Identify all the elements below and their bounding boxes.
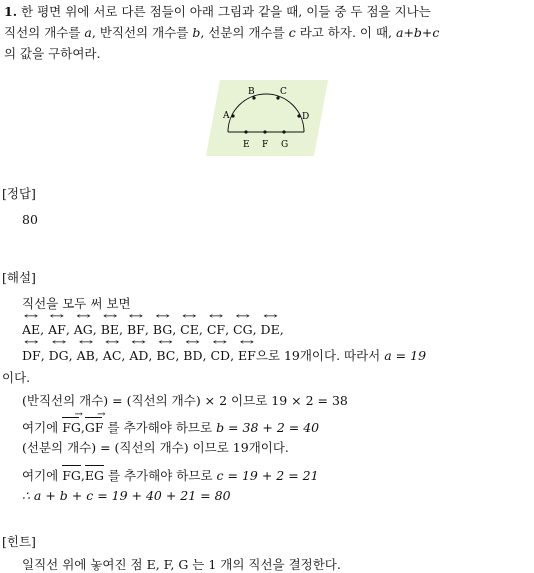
line-be: BE ↔ — [101, 318, 119, 338]
row2-eq: a = 19 — [384, 348, 427, 363]
seg-add-pre: 여기에 — [22, 468, 59, 483]
row2-tail: 으로 19개이다. 따라서 — [255, 348, 381, 363]
ray-fg: FG → — [62, 416, 81, 436]
problem-text-2a: 직선의 개수를 — [4, 25, 81, 40]
point-g-dot — [282, 130, 285, 133]
ray-add-line: 여기에 FG →,GF → 를 추가해야 하므로 b = 38 + 2 = 40 — [22, 416, 319, 436]
ray-add-post: 를 추가해야 하므로 — [107, 420, 213, 435]
line-ad: AD ↔ — [129, 344, 148, 364]
ray-add-pre: 여기에 — [22, 420, 59, 435]
line-bd: BD ↔ — [183, 344, 202, 364]
answer-value: 80 — [22, 212, 38, 227]
point-d-dot — [297, 114, 300, 117]
seg-add-eq: c = 19 + 2 = 21 — [216, 468, 319, 483]
line-ae: AE ↔ — [22, 318, 40, 338]
problem-line-3 — [4, 46, 100, 62]
label-e: E — [243, 140, 250, 150]
problem-text-1: 한 평면 위에 서로 다른 점들이 아래 그림과 같을 때, 이들 중 두 점을 지나는 — [21, 4, 431, 19]
line-ag: AG ↔ — [74, 318, 93, 338]
line-bg: BG ↔ — [153, 318, 172, 338]
lines-row-1: AE ↔, AF ↔, AG ↔, BE ↔, BF ↔, BG ↔, CE ↔, CF ↔, CG ↔, DE ↔, — [22, 318, 284, 338]
line-ab: AB ↔ — [77, 344, 95, 364]
label-a: A — [223, 111, 230, 121]
solution-header: [해설] — [2, 270, 36, 285]
line-af: AF ↔ — [48, 318, 66, 338]
label-d: D — [302, 112, 310, 122]
ray-add-eq: b = 38 + 2 = 40 — [216, 420, 320, 435]
expr-sum: a+b+c — [396, 25, 440, 40]
problem-number: 1. — [4, 4, 18, 19]
var-b: b — [192, 25, 201, 40]
line-cg: CG ↔ — [233, 318, 253, 338]
var-a: a — [84, 25, 92, 40]
final-equation: ∴ a + b + c = 19 + 40 + 21 = 80 — [22, 488, 231, 503]
seg-fg: FG — [62, 464, 81, 484]
point-e-dot — [244, 130, 247, 133]
problem-line-2 — [4, 25, 439, 41]
hint-header: [힌트] — [2, 534, 36, 549]
semicircle-figure — [206, 80, 328, 156]
line-de: DE ↔ — [261, 318, 280, 338]
line-ce: CE ↔ — [180, 318, 199, 338]
answer-header: [정답] — [2, 186, 36, 201]
line-cd: CD ↔ — [210, 344, 230, 364]
ray-gf: GF → — [85, 416, 104, 436]
seg-eg: EG — [85, 464, 104, 484]
line-bc: BC ↔ — [156, 344, 175, 364]
ray-count-line: (반직선의 개수) = (직선의 개수) × 2 이므로 19 × 2 = 38 — [22, 393, 348, 408]
line-cf: CF ↔ — [207, 318, 225, 338]
line-df: DF ↔ — [22, 344, 41, 364]
problem-text-2d: 라고 하자. 이 때, — [299, 25, 393, 40]
seg-count-line: (선분의 개수) = (직선의 개수) 이므로 19개이다. — [22, 440, 289, 455]
problem-line-1 — [4, 4, 431, 20]
point-f-dot — [263, 130, 266, 133]
problem-text-2b: , 반직선의 개수를 — [91, 25, 189, 40]
line-bf: BF ↔ — [127, 318, 145, 338]
var-c: c — [288, 25, 296, 40]
seg-add-post: 를 추가해야 하므로 — [107, 468, 213, 483]
problem-text-2c: , 선분의 개수를 — [200, 25, 285, 40]
label-c: C — [280, 87, 287, 97]
problem-text-3: 의 값을 구하여라. — [4, 46, 101, 61]
label-g: G — [281, 140, 289, 150]
seg-add-line: 여기에 FG,EG 를 추가해야 하므로 c = 19 + 2 = 21 — [22, 464, 319, 484]
point-a-dot — [231, 114, 234, 117]
label-b: B — [248, 87, 255, 97]
lines-row-2: DF ↔, DG ↔, AB ↔, AC ↔, AD ↔, BC ↔, BD ↔, CD ↔, EF ↔으로 19개이다. 따라서 a = 19 — [22, 344, 426, 364]
line-ef: EF ↔ — [238, 344, 256, 364]
line-dg: DG ↔ — [49, 344, 69, 364]
label-f: F — [262, 140, 269, 150]
line-ac: AC ↔ — [103, 344, 122, 364]
solution-intro: 직선을 모두 써 보면 — [22, 296, 131, 311]
solution-row3: 이다. — [2, 370, 31, 385]
hint-text: 일직선 위에 놓여진 점 E, F, G 는 1 개의 직선을 결정한다. — [22, 557, 341, 572]
